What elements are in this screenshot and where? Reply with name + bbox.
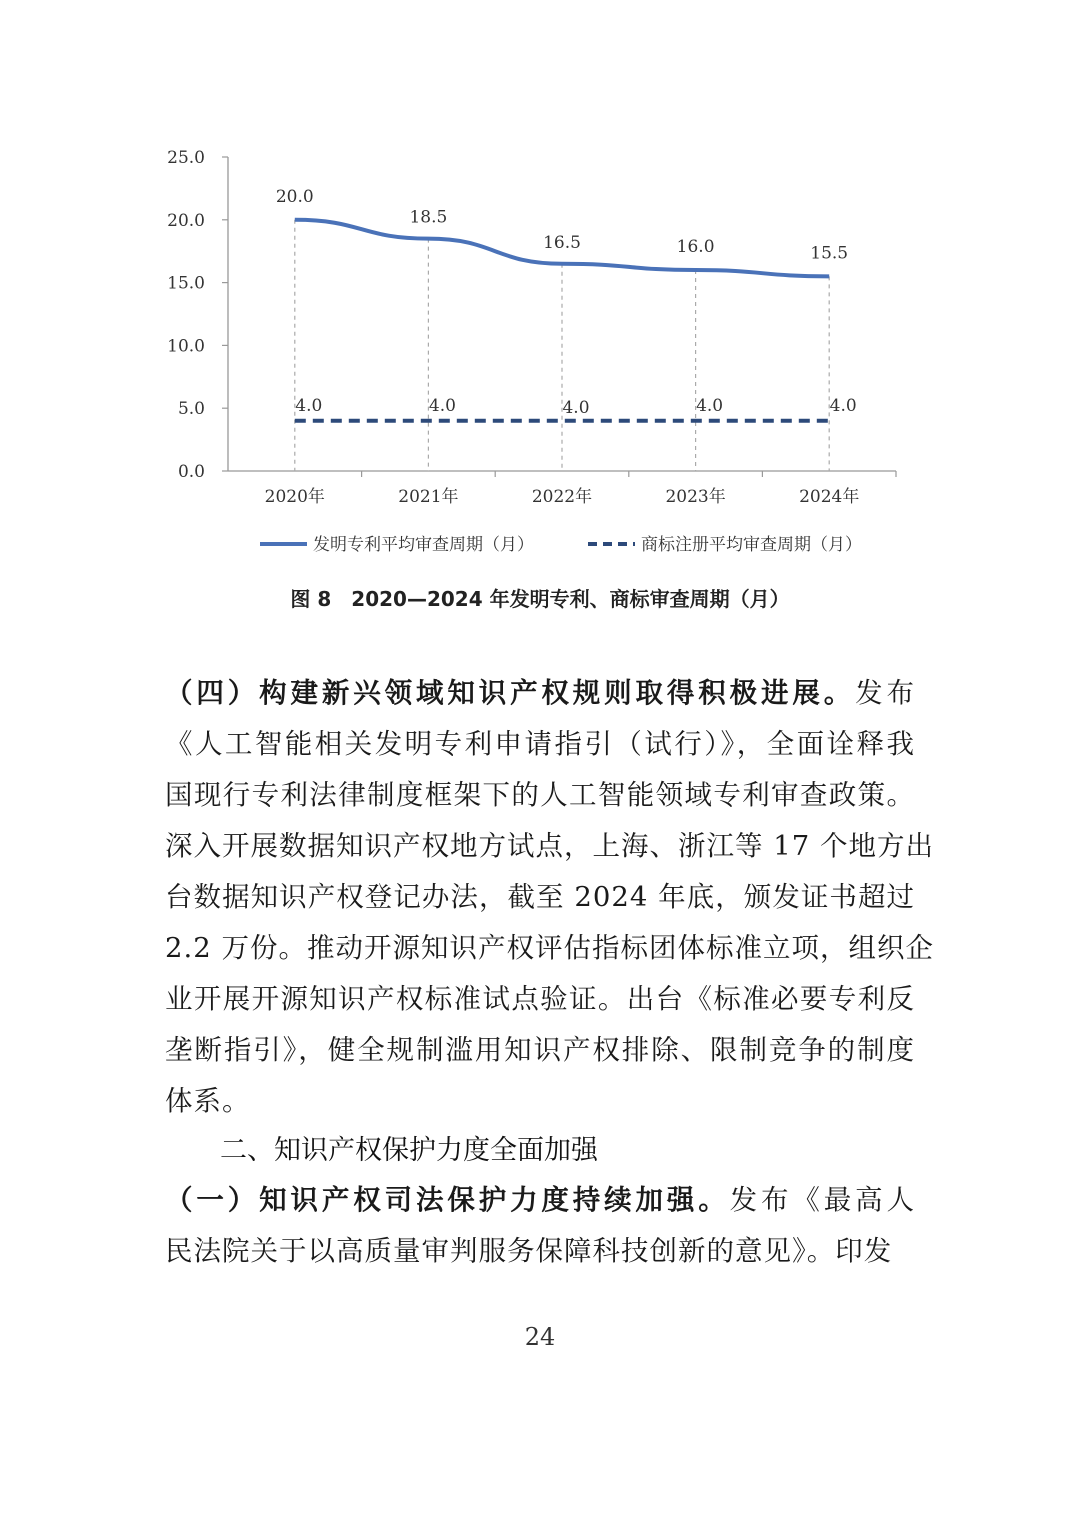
y-tick-label: 0.0 xyxy=(177,462,205,482)
data-label: 18.5 xyxy=(409,207,448,228)
data-label: 4.0 xyxy=(295,395,323,416)
data-label: 16.5 xyxy=(543,232,581,253)
legend-label-invention-patent: 发明专利平均审查周期（月） xyxy=(313,535,534,555)
line-text: 业开展开源知识产权标准试点验证。出台《标准必要专利反 xyxy=(165,983,915,1015)
line-text: 民法院关于以高质量审判服务保障科技创新的意见》。印发 xyxy=(165,1235,893,1267)
text-line xyxy=(165,719,915,770)
data-label: 4.0 xyxy=(829,395,857,416)
line-text: 深入开展数据知识产权地方试点，上海、浙江等 17 个地方出 xyxy=(165,830,934,862)
line-text: 发布《最高人 xyxy=(729,1184,916,1216)
text-line xyxy=(165,872,915,923)
line-text: 国现行专利法律制度框架下的人工智能领域专利审查政策。 xyxy=(165,779,915,811)
data-label: 15.5 xyxy=(810,243,849,264)
paragraph-judicial-protection xyxy=(165,1175,915,1277)
line-text: 体系。 xyxy=(165,1085,251,1117)
data-label: 4.0 xyxy=(428,395,456,416)
x-tick-label: 2021年 xyxy=(398,487,459,507)
text-line xyxy=(165,923,934,974)
y-tick-label: 10.0 xyxy=(167,336,205,357)
data-label: 16.0 xyxy=(676,237,715,258)
text-line xyxy=(165,974,915,1025)
y-tick-label: 25.0 xyxy=(167,148,205,168)
bold-lead: （四）构建新兴领域知识产权规则取得积极进展。 xyxy=(165,677,856,709)
line-text: 垄断指引》，健全规制滥用知识产权排除、限制竞争的制度 xyxy=(165,1034,915,1066)
page-number: 24 xyxy=(524,1323,556,1351)
line-text: 2.2 万份。推动开源知识产权评估指标团体标准立项，组织企 xyxy=(165,932,934,964)
data-label: 20.0 xyxy=(275,186,314,207)
y-tick-label: 15.0 xyxy=(167,273,205,294)
line-text: 《人工智能相关发明专利申请指引（试行）》，全面诠释我 xyxy=(165,728,915,760)
text-line xyxy=(165,1076,915,1127)
bold-lead: （一）知识产权司法保护力度持续加强。 xyxy=(165,1184,730,1216)
section-heading: 二、知识产权保护力度全面加强 xyxy=(220,1135,598,1166)
y-tick-label: 20.0 xyxy=(167,210,205,231)
text-line xyxy=(165,770,915,821)
text-line xyxy=(165,821,934,872)
figure-caption: 图 8 2020—2024 年发明专利、商标审查周期（月） xyxy=(290,587,790,611)
text-line xyxy=(165,1226,915,1277)
data-label: 4.0 xyxy=(562,397,590,418)
exam-period-chart xyxy=(0,0,1080,570)
legend-label-trademark: 商标注册平均审查周期（月） xyxy=(641,535,862,555)
data-label: 4.0 xyxy=(696,395,724,416)
paragraph-emerging-fields xyxy=(165,668,934,1127)
x-tick-label: 2022年 xyxy=(531,487,593,507)
x-tick-label: 2023年 xyxy=(665,487,726,507)
y-tick-label: 5.0 xyxy=(177,399,205,420)
line-text: 台数据知识产权登记办法，截至 2024 年底，颁发证书超过 xyxy=(165,881,915,913)
x-tick-label: 2024年 xyxy=(799,487,860,507)
text-line xyxy=(165,1175,915,1226)
text-line xyxy=(165,1025,915,1076)
text-line xyxy=(165,668,915,719)
x-tick-label: 2020年 xyxy=(264,487,325,507)
line-text: 发布 xyxy=(855,677,916,709)
